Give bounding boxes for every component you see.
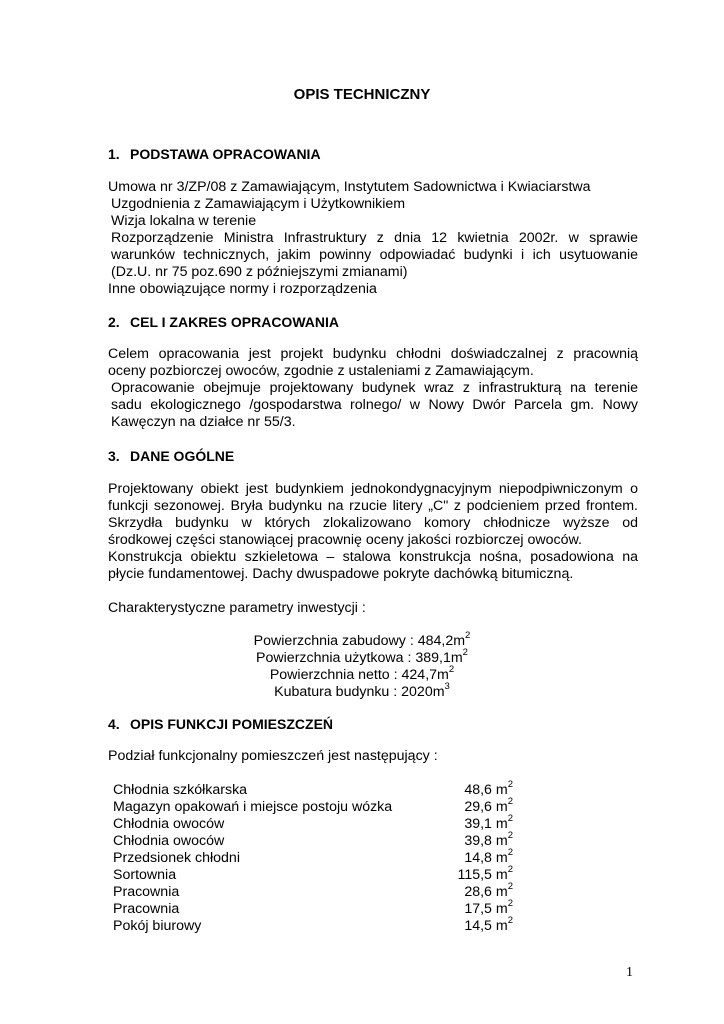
s1-line: Inne obowiązujące normy i rozporządzenia <box>108 281 377 297</box>
room-area-value: 14,5 m <box>464 918 508 934</box>
param-unit-exponent: 2 <box>465 630 471 642</box>
param-text: Powierzchnia zabudowy : 484,2m <box>253 633 466 649</box>
page-number: 1 <box>626 965 633 980</box>
section-number: 2. <box>108 314 120 330</box>
room-area-value: 29,6 m <box>464 799 508 815</box>
s1-line: Uzgodnienia z Zamawiającym i Użytkownikiem <box>111 196 406 212</box>
room-area <box>464 830 513 850</box>
param-line <box>0 647 724 667</box>
param-line <box>0 630 724 650</box>
s3-line: Konstrukcja obiektu szkieletowa – stalowa konstrukcja nośna, posadowiona na <box>108 549 638 565</box>
param-text: Kubatura budynku : 2020m <box>274 684 445 700</box>
section-number: 4. <box>108 716 120 732</box>
section-2-heading <box>108 314 339 330</box>
s2-line: sadu ekologicznego /gospodarstwa rolnego/ w Nowy Dwór Parcela gm. Nowy <box>111 397 638 413</box>
room-area <box>464 847 513 867</box>
room-name: Sortownia <box>113 867 177 883</box>
param-text: Powierzchnia użytkowa : 389,1m <box>256 650 463 666</box>
room-area-exponent: 2 <box>507 779 513 791</box>
s1-line: (Dz.U. nr 75 poz.690 z późniejszymi zmianami) <box>111 264 408 280</box>
room-name: Pracownia <box>113 884 180 900</box>
s1-line: Umowa nr 3/ZP/08 z Zamawiającym, Instytutem Sadownictwa i Kwiaciarstwa <box>108 179 591 195</box>
room-area-value: 14,8 m <box>464 850 508 866</box>
room-area <box>464 881 513 901</box>
room-row <box>113 830 513 850</box>
room-row <box>113 898 513 918</box>
section-title: DANE OGÓLNE <box>130 448 235 464</box>
param-text: Powierzchnia netto : 424,7m <box>269 667 449 683</box>
section-title: OPIS FUNKCJI POMIESZCZEŃ <box>130 716 334 732</box>
room-area <box>464 813 513 833</box>
room-area-exponent: 2 <box>507 847 513 859</box>
room-row <box>113 779 513 799</box>
room-name: Chłodnia szkółkarska <box>113 782 248 798</box>
param-unit-exponent: 3 <box>444 681 450 693</box>
room-area-value: 39,8 m <box>464 833 508 849</box>
section-title: PODSTAWA OPRACOWANIA <box>130 146 321 162</box>
s2-line: Kawęczyn na działce nr 55/3. <box>111 414 296 430</box>
section-number: 1. <box>108 146 120 162</box>
s1-line: Rozporządzenie Ministra Infrastruktury z dnia 12 kwietnia 2002r. w sprawie <box>111 230 638 246</box>
room-area <box>464 898 513 918</box>
room-row <box>113 881 513 901</box>
s2-line: Celem opracowania jest projekt budynku chłodni doświadczalnej z pracownią <box>108 346 638 362</box>
section-4-heading <box>108 716 333 732</box>
room-row <box>113 864 513 884</box>
section-title: CEL I ZAKRES OPRACOWANIA <box>130 314 339 330</box>
document-title: OPIS TECHNICZNY <box>293 86 431 103</box>
s3-line: Projektowany obiekt jest budynkiem jednokondygnacyjnym niepodpiwniczonym o <box>108 481 638 497</box>
s2-line: Opracowanie obejmuje projektowany budynek wraz z infrastrukturą na terenie <box>111 380 638 396</box>
s3-line: funkcji sezonowej. Bryła budynku na rzucie litery „C" z podcieniem przed frontem. <box>108 498 638 514</box>
room-area-exponent: 2 <box>507 830 513 842</box>
section-1-heading <box>108 146 321 162</box>
room-name: Pokój biurowy <box>113 918 202 934</box>
s3-line: środkowej części stanowiącej pracownię oceny jakości rozbiorczej owoców. <box>108 532 582 548</box>
room-area <box>464 915 513 935</box>
room-area-value: 39,1 m <box>464 816 508 832</box>
room-name: Chłodnia owoców <box>113 833 225 849</box>
room-name: Przedsionek chłodni <box>113 850 240 866</box>
room-area <box>457 864 513 884</box>
section-number: 3. <box>108 448 120 464</box>
rooms-intro: Podział funkcjonalny pomieszczeń jest następujący : <box>108 748 438 764</box>
param-unit-exponent: 2 <box>448 664 455 676</box>
room-row <box>113 796 513 816</box>
room-row <box>113 813 513 833</box>
s1-line: Wizja lokalna w terenie <box>111 213 257 229</box>
room-area-value: 48,6 m <box>464 782 508 798</box>
room-area-exponent: 2 <box>507 898 513 910</box>
room-area-value: 28,6 m <box>464 884 508 900</box>
room-area <box>464 796 513 816</box>
room-area-exponent: 2 <box>507 864 513 876</box>
room-name: Pracownia <box>113 901 180 917</box>
room-area-exponent: 2 <box>507 813 513 825</box>
room-area-exponent: 2 <box>507 796 513 808</box>
room-area-value: 115,5 m <box>457 867 508 883</box>
room-name: Chłodnia owoców <box>113 816 225 832</box>
room-area-exponent: 2 <box>507 881 513 893</box>
room-row <box>113 915 513 935</box>
s3-line: Skrzydła budynku w których zlokalizowano komory chłodnicze wyższe od <box>108 515 638 531</box>
room-row <box>113 847 513 867</box>
room-area-exponent: 2 <box>507 915 513 927</box>
param-line <box>0 681 724 701</box>
param-line <box>0 664 724 684</box>
room-name: Magazyn opakowań i miejsce postoju wózka <box>113 799 393 815</box>
section-3-heading <box>108 448 234 464</box>
params-intro: Charakterystyczne parametry inwestycji : <box>108 600 366 616</box>
s1-line: warunków technicznych, jakim powinny odpowiadać budynki i ich usytuowanie <box>111 247 638 263</box>
s2-line: oceny pozbiorczej owoców, zgodnie z ustaleniami z Zamawiającym. <box>108 363 534 379</box>
room-area <box>464 779 513 799</box>
param-unit-exponent: 2 <box>462 647 468 659</box>
s3-line: płycie fundamentowej. Dachy dwuspadowe pokryte dachówką bitumiczną. <box>108 566 574 582</box>
room-area-value: 17,5 m <box>464 901 508 917</box>
